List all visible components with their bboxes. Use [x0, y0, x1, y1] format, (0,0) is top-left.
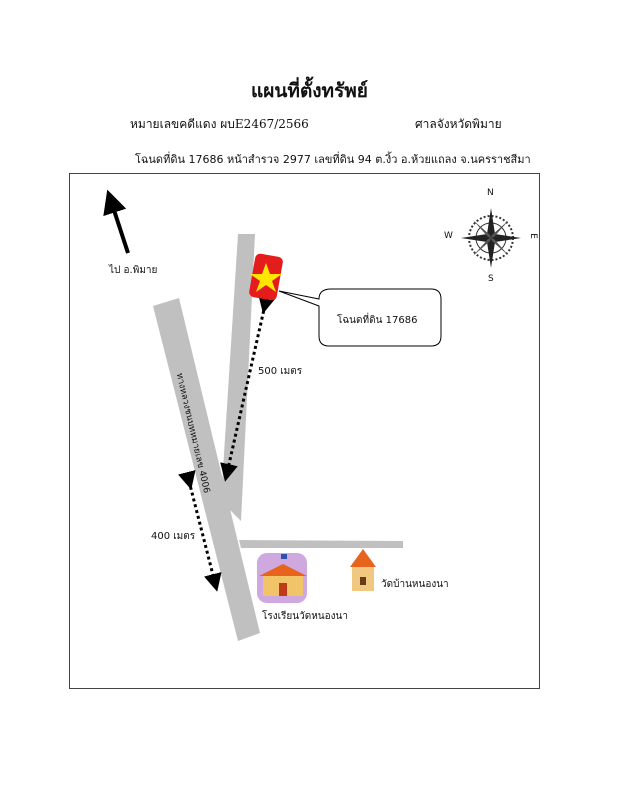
compass-rose-icon: [461, 208, 521, 268]
school-label: โรงเรียนวัดหนองนา: [262, 611, 348, 622]
temple-icon: [350, 549, 376, 591]
distance-400-label: 400 เมตร: [151, 531, 196, 542]
compass-n: N: [487, 188, 494, 198]
callout-label: โฉนดที่ดิน 17686: [337, 315, 418, 326]
page-title: แผนที่ตั้งทรัพย์: [251, 80, 368, 102]
direction-label: ไป อ.พิมาย: [109, 265, 158, 276]
case-number: หมายเลขคดีแดง ผบE2467/2566: [130, 117, 309, 131]
compass-w: W: [444, 231, 453, 241]
deed-info: โฉนดที่ดิน 17686 หน้าสำรวจ 2977 เลขที่ดิน 94 ต.งิ้ว อ.ห้วยแถลง จ.นครราชสีมา: [135, 153, 531, 166]
road-horizontal: [239, 540, 403, 548]
distance-500-label: 500 เมตร: [258, 366, 303, 377]
school-icon: [257, 553, 307, 603]
location-map: [69, 173, 540, 689]
temple-label: วัดบ้านหนองนา: [381, 579, 449, 590]
direction-arrow: [111, 201, 128, 253]
road-label: ทางหลวงชนบทหมายเลข 4006: [173, 372, 212, 495]
compass-s: S: [488, 274, 494, 284]
court-name: ศาลจังหวัดพิมาย: [415, 117, 502, 131]
compass-e: E: [527, 233, 538, 239]
